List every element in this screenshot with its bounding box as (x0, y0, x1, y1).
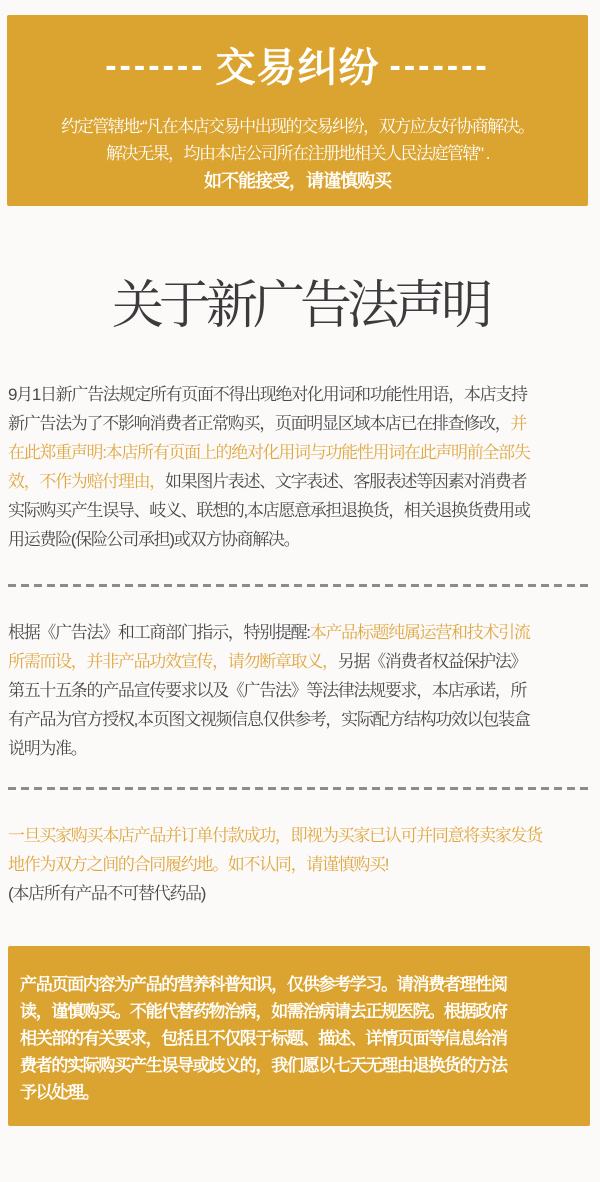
dispute-warning: 如不能接受，请谨慎购买 (204, 171, 391, 191)
title-dashes-left: ------- (105, 47, 206, 85)
statement-heading: 关于新广告法声明 (111, 277, 488, 335)
paragraph-3-segments (8, 826, 542, 874)
dispute-title-text: 交易纠纷 (215, 46, 380, 90)
dispute-notice-box (7, 15, 588, 206)
dispute-line-2: 解决无果，均由本店公司所在注册地相关人民法庭管辖" . (106, 144, 489, 163)
text-segment-dark: 另据《消费者权益保护法》第五十五条的产品宣传要求以及《广告法》等法律法规要求，本店承诺，所有产品为官方授权,本页图文视频信息仅供参考，实际配方结构功效以包装盒说明为准。 (8, 652, 530, 758)
statement-paragraph-1 (8, 380, 540, 554)
dispute-body (7, 113, 588, 195)
statement-paragraph-2 (8, 618, 540, 763)
dashed-divider-2 (8, 787, 592, 790)
text-segment-gold: 并在此郑重声明:本店所有页面上的绝对化用词与功能性用词在此声明前全部失效，不作为赔付理由， (8, 414, 530, 491)
text-segment-gold: 本产品标题纯属运营和技术引流所需而设，并非产品功效宣传，请勿断章取义， (8, 623, 530, 671)
text-segment-gold: 一旦买家购买本店产品并订单付款成功，即视为买家已认可并同意将卖家发货地作为双方之间的合同履约地。如不认同，请谨慎购买! (8, 826, 542, 874)
dispute-title (7, 47, 588, 91)
text-segment-dark: 根据《广告法》和工商部门指示，特别提醒: (8, 623, 310, 642)
consumer-notice-text: 产品页面内容为产品的营养科普知识，仅供参考学习。请消费者理性阅读，谨慎购买。不能代替药物治病，如需治病请去正规医院。根据政府相关部的有关要求，包括且不仅限于标题、描述、详情页面等信息给消费者的实际购买产生误导或歧义的，我们愿以七天无理由退换货的方法予以处理。 (20, 975, 507, 1102)
title-dashes-right: ------- (389, 47, 490, 85)
text-segment-dark: 如果图片表述、文字表述、客服表述等因素对消费者实际购买产生误导、岐义、联想的,本店愿意承担退换货，相关退换货费用或用运费险(保险公司承担)或双方协商解决。 (8, 472, 530, 549)
statement-paragraph-3 (8, 821, 548, 908)
paragraph-3-note: (本店所有产品不可替代药品) (8, 884, 206, 903)
text-segment-dark: 9月1日新广告法规定所有页面不得出现绝对化用词和功能性用语，本店支持新广告法为了不影响消费者正常购买，页面明显区域本店已在排查修改， (8, 385, 527, 433)
dashed-divider-1 (8, 584, 592, 587)
dispute-line-1: 约定管辖地:“凡在本店交易中出现的交易纠纷，双方应友好协商解决。 (61, 117, 534, 136)
consumer-notice-box (8, 946, 590, 1126)
